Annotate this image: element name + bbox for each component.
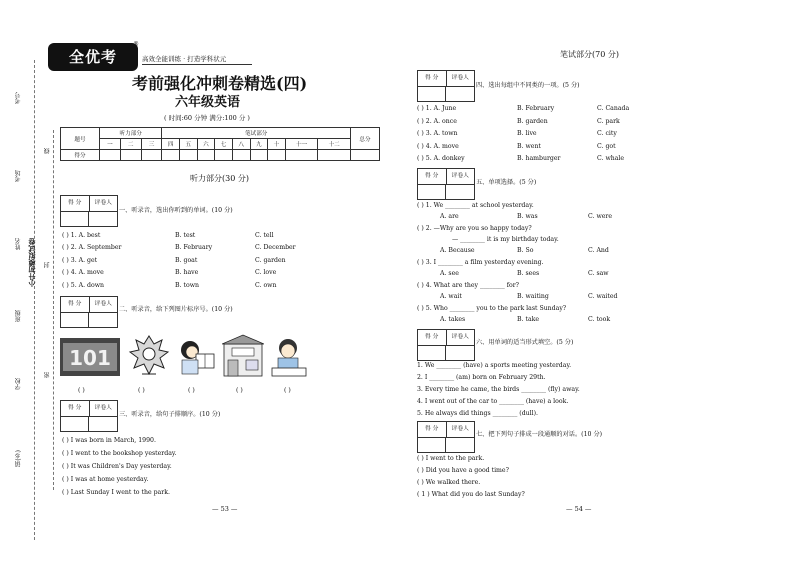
svg-text:101: 101 [69, 346, 111, 370]
score-cell[interactable] [197, 150, 215, 161]
s5-q5: ( ) 5. Who ________ you to the park last Sunday? [417, 305, 567, 312]
reg-mark: ® [133, 41, 139, 48]
s4-q2: ( ) 2. A. once [417, 118, 457, 125]
score-cell[interactable] [318, 150, 351, 161]
score-cell[interactable] [162, 150, 180, 161]
s1-q2-c: C. December [255, 244, 296, 251]
s6-item: 2. I ________ (am) born on February 29th. [417, 374, 546, 381]
time-info: ( 时间:60 分钟 满分:100 分 ) [164, 114, 250, 122]
s4-q4: ( ) 4. A. move [417, 143, 459, 150]
score-box-defen: 得 分 [418, 422, 447, 437]
s2-blank-2[interactable]: ( ) [138, 387, 145, 394]
score-col: 九 [250, 139, 268, 150]
s5-q5-c: C. took [588, 316, 611, 323]
s1-q5-b: B. town [175, 282, 199, 289]
score-box-pingjuan: 评卷人 [94, 200, 112, 206]
score-cell[interactable] [351, 150, 380, 161]
s2-blank-4[interactable]: ( ) [236, 387, 243, 394]
binding-line-inner [53, 130, 54, 490]
exam-title: 考前强化冲刺卷精选(四) [132, 74, 308, 93]
s5-q1: ( ) 1. We ________ at school yesterday. [417, 202, 534, 209]
side-label-xingming: 姓名 [15, 238, 22, 250]
s1-q1-b: B. test [175, 232, 196, 239]
s6-item: 4. I went out of the car to ________ (have) a look. [417, 398, 569, 405]
section-4-title: 四、选出每组中不同类的一项。(5 分) [476, 82, 580, 89]
s5-q3: ( ) 3. I ________ a film yesterday evening. [417, 259, 544, 266]
s1-q2: ( ) 2. A. September [62, 244, 122, 251]
s6-item: 5. He always did things ________ (dull). [417, 410, 539, 417]
exam-subtitle: 六年级英语 [175, 95, 241, 110]
brand-logo: 全优考 [48, 43, 138, 71]
score-box-pingjuan: 评卷人 [451, 173, 469, 179]
side-paper-name: 小升初模拟试卷 [27, 238, 36, 287]
score-col: 六 [197, 139, 215, 150]
s5-q2-line2: — ________ it is my birthday today. [452, 236, 559, 243]
s4-q1-b: B. February [517, 105, 555, 112]
picture-writing-boy [268, 336, 310, 378]
side-label-xiang: 镇(乡) [15, 450, 22, 467]
s3-item: ( ) It was Children's Day yesterday. [62, 463, 172, 470]
score-cell[interactable] [120, 150, 141, 161]
s5-q2-a: A. Because [440, 247, 475, 254]
s5-q5-a: A. takes [440, 316, 466, 323]
score-col: 一 [100, 139, 121, 150]
side-label-kaohao: 考号 [15, 92, 22, 104]
side-feng: 封 [44, 262, 51, 268]
section-3-title: 三、听录音，给句子排顺序。(10 分) [119, 411, 221, 418]
score-cell[interactable] [232, 150, 250, 161]
s1-q1-c: C. tell [255, 232, 274, 239]
side-label-kaochang: 考场 [15, 170, 22, 182]
s6-item: 1. We ________ (have) a sports meeting yesterday. [417, 362, 572, 369]
score-table-defen: 得分 [61, 150, 100, 161]
s4-q5-b: B. hamburger [517, 155, 561, 162]
s2-blank-1[interactable]: ( ) [78, 387, 85, 394]
s5-q5-b: B. take [517, 316, 540, 323]
score-col: 四 [162, 139, 180, 150]
section-7-title: 七、把下列句子排成一段通顺的对话。(10 分) [476, 431, 603, 438]
s3-item: ( ) I went to the bookshop yesterday. [62, 450, 177, 457]
picture-101 [60, 338, 120, 376]
side-label-xuexiao: 学校 [15, 378, 22, 390]
s7-item: ( ) We walked there. [417, 479, 481, 486]
s1-q4-c: C. love [255, 269, 277, 276]
score-col: 三 [141, 139, 162, 150]
score-col: 十 [268, 139, 286, 150]
score-cell[interactable] [100, 150, 121, 161]
section-2-title: 二、听录音，给下列图片标序号。(10 分) [119, 306, 233, 313]
s4-q2-b: B. garden [517, 118, 548, 125]
s1-q4-b: B. have [175, 269, 199, 276]
score-box-defen: 得 分 [418, 169, 447, 184]
score-box-pingjuan: 评卷人 [451, 334, 469, 340]
score-box [60, 400, 118, 432]
picture-reading-girl [176, 338, 216, 376]
written-heading: 笔试部分(70 分) [560, 50, 619, 59]
s5-q3-c: C. saw [588, 270, 609, 277]
picture-dragon [128, 334, 170, 378]
page-number-left: — 53 — [212, 505, 238, 513]
score-box-defen: 得 分 [61, 196, 90, 211]
s1-q2-b: B. February [175, 244, 213, 251]
score-box-pingjuan: 评卷人 [451, 426, 469, 432]
s5-q3-b: B. sees [517, 270, 540, 277]
s6-item: 3. Every time he came, the birds ________ (fly) away. [417, 386, 580, 393]
s7-item: ( 1 ) What did you do last Sunday? [417, 491, 525, 498]
score-table-bishi: 笔试部分 [162, 128, 351, 139]
score-col: 十一 [285, 139, 318, 150]
s5-q2: ( ) 2. —Why are you so happy today? [417, 225, 532, 232]
score-table-zongfen: 总分 [351, 128, 380, 150]
binding-line [34, 60, 35, 540]
score-col: 十二 [318, 139, 351, 150]
score-table-tingli: 听力部分 [100, 128, 162, 139]
s3-item: ( ) Last Sunday I went to the park. [62, 489, 170, 496]
score-box-defen: 得 分 [418, 330, 447, 345]
s5-q1-c: C. were [588, 213, 613, 220]
score-box [417, 421, 475, 453]
side-mi: 密 [44, 372, 51, 378]
section-1-title: 一、听录音，选出你听到的单词。(10 分) [119, 207, 233, 214]
s1-q3: ( ) 3. A. get [62, 257, 98, 264]
score-box [417, 70, 475, 102]
section-6-title: 六、用单词的适当形式填空。(5 分) [476, 339, 574, 346]
s4-q4-b: B. went [517, 143, 541, 150]
s3-item: ( ) I was at home yesterday. [62, 476, 149, 483]
score-table-tihao: 题号 [61, 128, 100, 150]
side-xian: 线 [44, 148, 51, 154]
score-box-defen: 得 分 [418, 71, 447, 86]
s5-q1-a: A. are [440, 213, 459, 220]
s5-q1-b: B. was [517, 213, 538, 220]
score-box [60, 296, 118, 328]
page-number-right: — 54 — [566, 505, 592, 513]
score-box [60, 195, 118, 227]
picture-shop [222, 334, 264, 378]
s1-q5-c: C. own [255, 282, 277, 289]
score-cell[interactable] [141, 150, 162, 161]
score-cell[interactable] [285, 150, 318, 161]
s4-q2-c: C. park [597, 118, 620, 125]
s5-q2-b: B. So [517, 247, 534, 254]
score-box-defen: 得 分 [61, 401, 90, 416]
score-box-pingjuan: 评卷人 [451, 75, 469, 81]
score-box [417, 168, 475, 200]
s2-blank-5[interactable]: ( ) [284, 387, 291, 394]
s5-q4: ( ) 4. What are they ________ for? [417, 282, 519, 289]
s5-q4-c: C. waited [588, 293, 618, 300]
s4-q1: ( ) 1. A. June [417, 105, 457, 112]
s4-q5-c: C. whale [597, 155, 625, 162]
score-col: 二 [120, 139, 141, 150]
s1-q1: ( ) 1. A. best [62, 232, 101, 239]
s1-q3-c: C. garden [255, 257, 286, 264]
s2-blank-3[interactable]: ( ) [188, 387, 195, 394]
score-cell[interactable] [250, 150, 268, 161]
s5-q4-a: A. wait [440, 293, 462, 300]
listening-heading: 听力部分(30 分) [190, 174, 249, 183]
score-col: 五 [180, 139, 198, 150]
score-col: 八 [232, 139, 250, 150]
score-cell[interactable] [268, 150, 286, 161]
s5-q3-a: A. see [440, 270, 459, 277]
s5-q4-b: B. waiting [517, 293, 549, 300]
header-rule [142, 64, 252, 65]
s4-q4-c: C. got [597, 143, 616, 150]
s4-q3-b: B. live [517, 130, 537, 137]
s4-q3-c: C. city [597, 130, 617, 137]
score-cell[interactable] [215, 150, 233, 161]
score-box-defen: 得 分 [61, 297, 90, 312]
score-box [417, 329, 475, 361]
s4-q1-c: C. Canada [597, 105, 630, 112]
s7-item: ( ) Did you have a good time? [417, 467, 509, 474]
s4-q3: ( ) 3. A. town [417, 130, 458, 137]
side-label-banji: 班级 [15, 310, 22, 322]
s5-q2-c: C. And [588, 247, 609, 254]
s1-q3-b: B. goat [175, 257, 198, 264]
s7-item: ( ) I went to the park. [417, 455, 485, 462]
s4-q5: ( ) 5. A. donkey [417, 155, 465, 162]
score-box-pingjuan: 评卷人 [94, 405, 112, 411]
s1-q4: ( ) 4. A. move [62, 269, 104, 276]
section-5-title: 五、单项选择。(5 分) [476, 179, 537, 186]
score-table [60, 127, 380, 161]
score-col: 七 [215, 139, 233, 150]
s3-item: ( ) I was born in March, 1990. [62, 437, 156, 444]
score-box-pingjuan: 评卷人 [94, 301, 112, 307]
s1-q5: ( ) 5. A. down [62, 282, 105, 289]
slogan: 高效全能训练 · 打造学科状元 [142, 55, 227, 63]
score-cell[interactable] [180, 150, 198, 161]
